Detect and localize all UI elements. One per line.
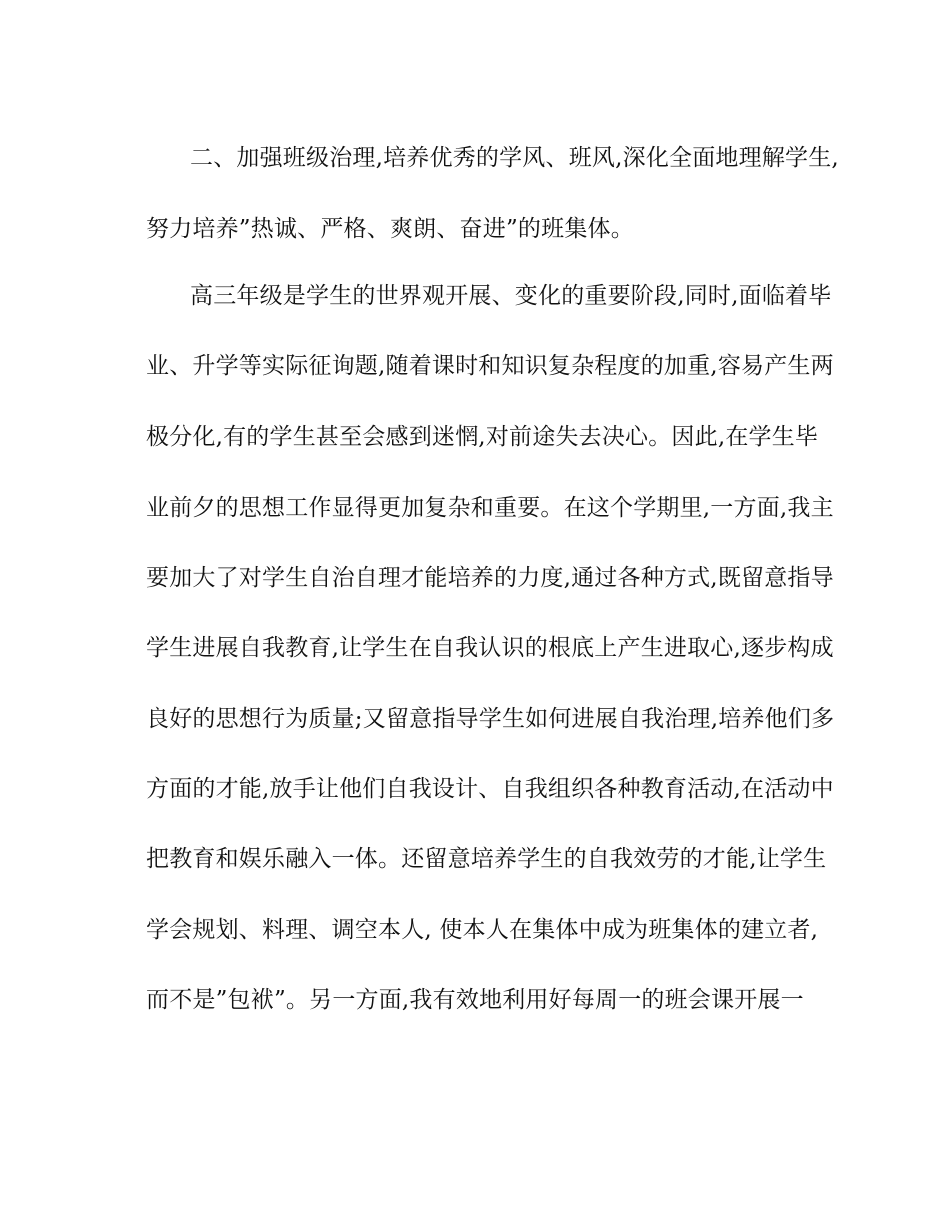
paragraph-line: 高三年级是学生的世界观开展、变化的重要阶段,同时,面临着毕 xyxy=(190,283,832,309)
paragraph-line: 业前夕的思想工作显得更加复杂和重要。在这个学期里,一方面,我主 xyxy=(146,495,834,521)
paragraph-line: 二、加强班级治理,培养优秀的学风、班风,深化全面地理解学生, xyxy=(190,145,839,171)
paragraph-line: 方面的才能,放手让他们自我设计、自我组织各种教育活动,在活动中 xyxy=(146,776,834,802)
paragraph-line: 努力培养”热诚、严格、爽朗、奋进”的班集体。 xyxy=(146,216,634,242)
paragraph-line: 良好的思想行为质量;又留意指导学生如何进展自我治理,培养他们多 xyxy=(146,706,835,732)
paragraph-line: 业、升学等实际征询题,随着课时和知识复杂程度的加重,容易产生两 xyxy=(146,353,834,379)
paragraph-line: 要加大了对学生自治自理才能培养的力度,通过各种方式,既留意指导 xyxy=(146,565,834,591)
paragraph-line: 学会规划、料理、调空本人, 使本人在集体中成为班集体的建立者, xyxy=(146,917,819,943)
paragraph-line: 而不是”包袱”。另一方面,我有效地利用好每周一的班会课开展一 xyxy=(146,987,804,1013)
paragraph-line: 把教育和娱乐融入一体。还留意培养学生的自我效劳的才能,让学生 xyxy=(146,846,827,872)
paragraph-line: 极分化,有的学生甚至会感到迷惘,对前途失去决心。因此,在学生毕 xyxy=(146,424,819,450)
paragraph-line: 学生进展自我教育,让学生在自我认识的根底上产生进取心,逐步构成 xyxy=(146,635,834,661)
